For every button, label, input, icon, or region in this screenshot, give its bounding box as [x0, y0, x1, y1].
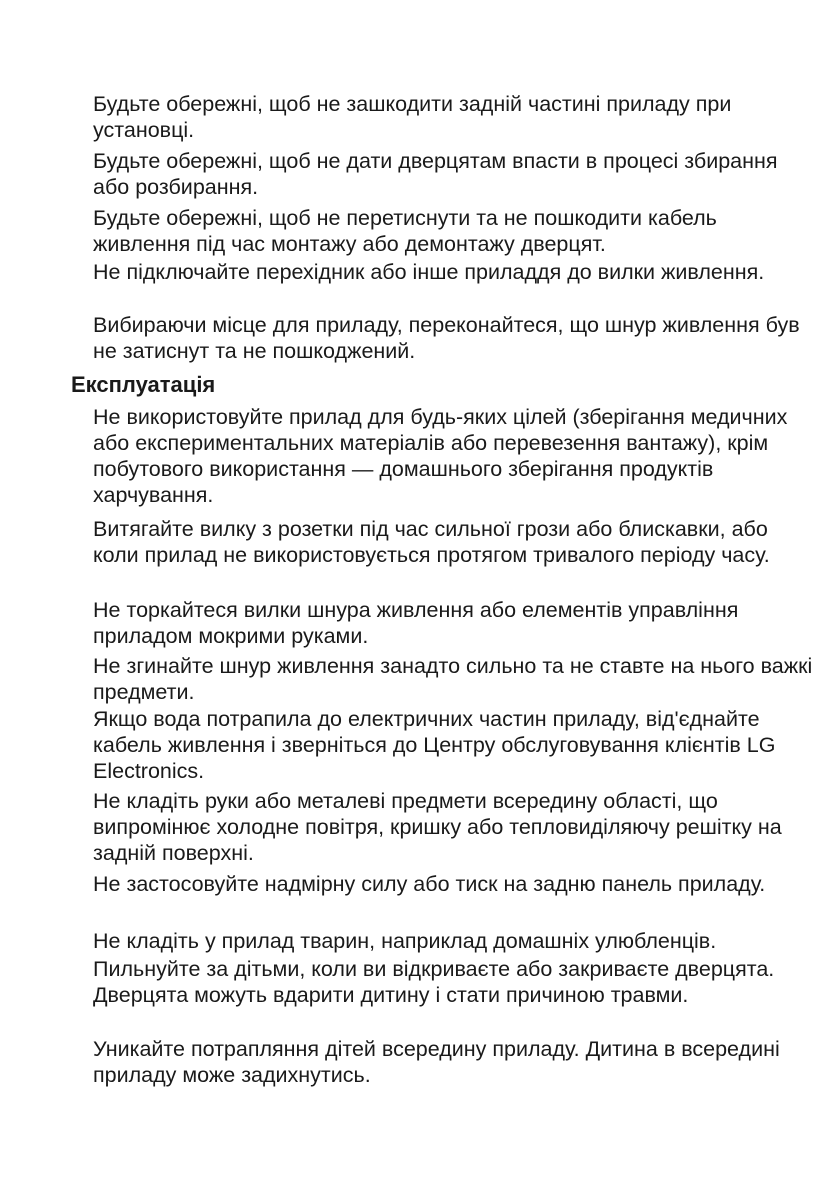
- operation-item-3: Не торкайтеся вилки шнура живлення або елементів управління приладом мокрими руками.: [93, 598, 739, 648]
- installation-item-2: Будьте обережні, щоб не дати дверцятам впасти в процесі збирання або розбирання.: [93, 149, 778, 199]
- installation-item-4: Не підключайте перехідник або інше приладдя до вилки живлення.: [93, 260, 765, 284]
- operation-item-5: Якщо вода потрапила до електричних частин приладу, від'єднайте кабель живлення і зверніться до Центру обслуговування клієнтів LG Electronics.: [93, 707, 776, 783]
- operation-item-9: Пильнуйте за дітьми, коли ви відкриваєте або закриваєте дверцята. Дверцята можуть вдарити дитину і стати причиною травми.: [93, 957, 775, 1007]
- operation-item-8: Не кладіть у прилад тварин, наприклад домашніх улюбленців.: [93, 929, 717, 953]
- installation-item-3: Будьте обережні, щоб не перетиснути та не пошкодити кабель живлення під час монтажу або демонтажу дверцят.: [93, 206, 717, 256]
- operation-item-1: Не використовуйте прилад для будь-яких цілей (зберігання медичних або експериментальних матеріалів або перевезення вантажу), крім побутового використання — домашнього зберігання продуктів харчування.: [93, 405, 788, 507]
- operation-item-2: Витягайте вилку з розетки під час сильної грози або блискавки, або коли прилад не використовується протягом тривалого періоду часу.: [93, 517, 770, 567]
- installation-item-5: Вибираючи місце для приладу, переконайтеся, що шнур живлення був не затиснут та не пошкоджений.: [93, 313, 800, 363]
- operation-item-4: Не згинайте шнур живлення занадто сильно та не ставте на нього важкі предмети.: [93, 654, 813, 704]
- operation-heading: Експлуатація: [71, 372, 216, 397]
- operation-item-7: Не застосовуйте надмірну силу або тиск на задню панель приладу.: [93, 872, 766, 896]
- operation-item-6: Не кладіть руки або металеві предмети всередину області, що випромінює холодне повітря, кришку або тепловиділяючу решітку на задній поверхні.: [93, 789, 782, 865]
- operation-item-10: Уникайте потрапляння дітей всередину приладу. Дитина в всередині приладу може задихнутись.: [93, 1037, 780, 1087]
- installation-item-1: Будьте обережні, щоб не зашкодити задній частині приладу при установці.: [93, 92, 732, 142]
